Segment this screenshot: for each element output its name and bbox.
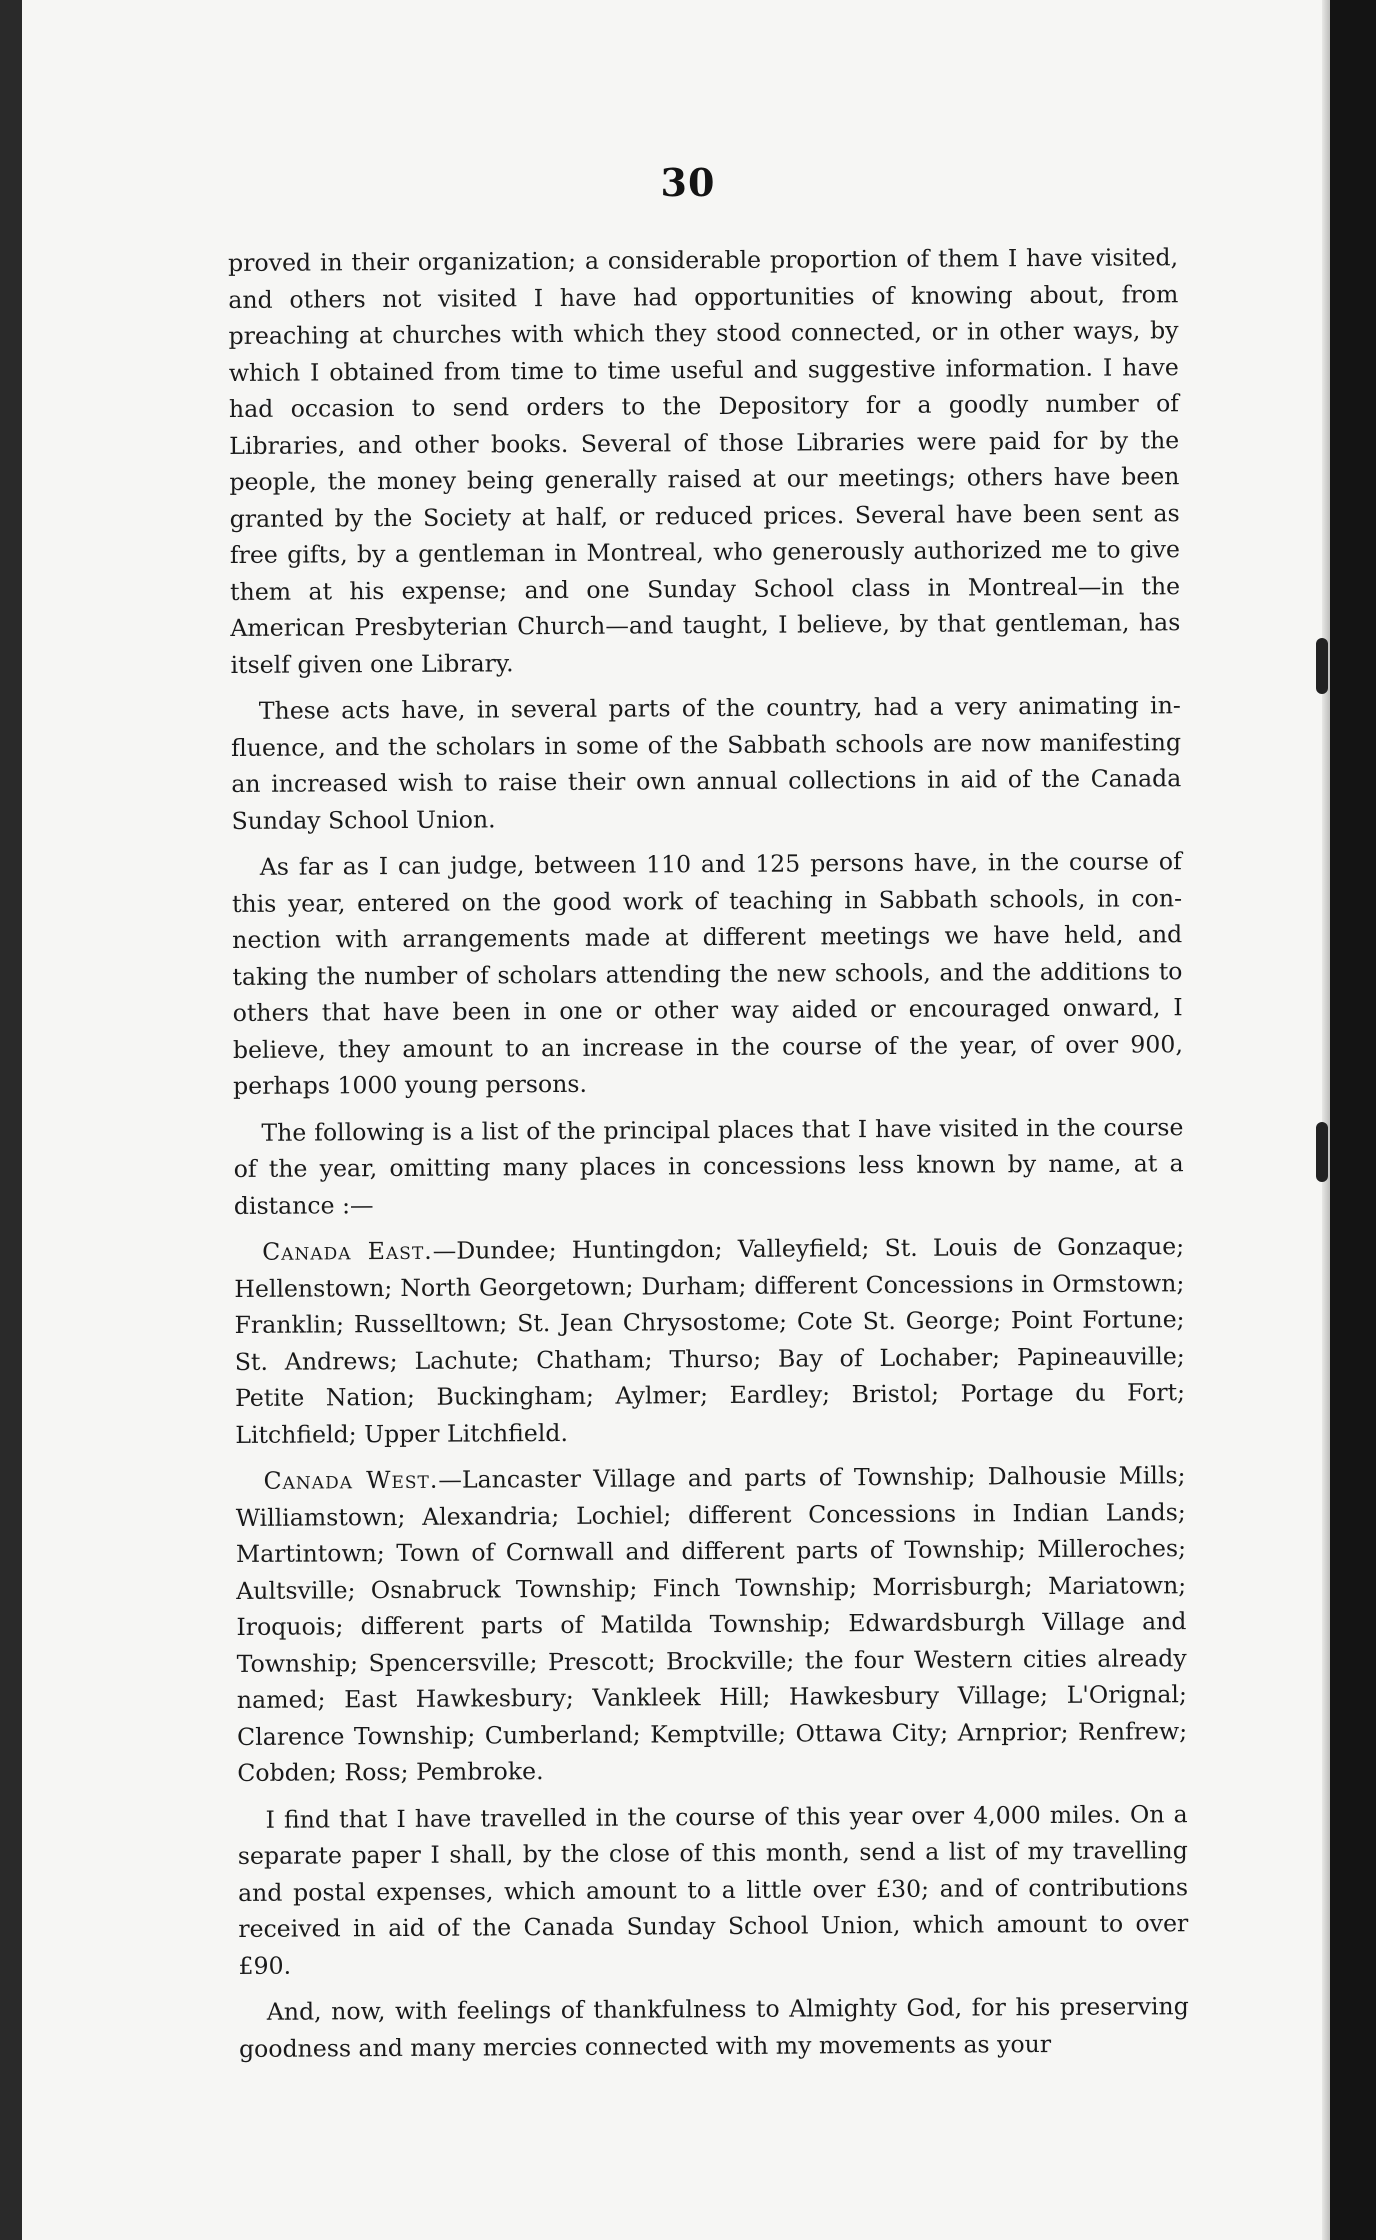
canada-west-heading: Canada West. [263, 1465, 439, 1495]
body-text [228, 239, 1189, 2077]
page-right-edge [1322, 0, 1330, 2240]
page-left-edge [0, 0, 22, 2240]
book-binding [1330, 0, 1376, 2240]
paragraph-canada-east [234, 1228, 1185, 1453]
paragraph-places-intro: The following is a list of the principal places that I have visited in the course of the year, omitting many places in concessions less known by name, at a distance :— [233, 1112, 1184, 1220]
paragraph-travel-expenses: I find that I have travelled in the course of this year over 4,000 miles. On a separate paper I shall, by the close of this month, send a list of my travelling and postal expenses, which amount to a little over £30; and of contributions received in aid of the Canada Sunday School Union, which amount to over £90. [237, 1799, 1189, 1980]
paragraph-teachers-count: As far as I can judge, between 110 and 125 persons have, in the course of this year, entered on the good work of teaching in Sabbath schools, in connection with arrangements made at different meetings we have held, and taking the number of scholars attending the new schools, and the additions to others that have been in one or other way aided or encouraged onward, I believe, they amount to an increase in the course of the year, of over 900, perhaps 1000 young persons. [231, 847, 1183, 1100]
canada-west-places: —Lancaster Village and parts of Township; Dalhousie Mills; Williamstown; Alexandria; Lochiel; different Concessions in Indian Lands; Martintown; Town of Cornwall and different parts of Township; Milleroches; Aultsville; Osnabruck Township; Finch Township; Morrisburgh; Mariatown; Iroquois; different parts of Matilda Township; Edwardsburgh Village and Township; Spencersville; Prescott; Brockville; the four Western cities already named; East Hawkesbury; Vankleek Hill; Hawkesbury Village; L'Orignal; Clarence Township; Cumberland; Kemptville; Ottawa City; Arnprior; Renfrew; Cobden; Ross; Pembroke. [235, 1461, 1188, 1787]
canada-east-heading: Canada East. [262, 1236, 433, 1266]
paragraph-canada-west [235, 1457, 1187, 1791]
canada-east-places: —Dundee; Huntingdon; Valleyfield; St. Louis de Gonzaque; Hellenstown; North Georgetown; Durham; different Concessions in Ormstown; Franklin; Russelltown; St. Jean Chrysostome; Cote St. George; Point Fortune; St. Andrews; Lachute; Chatham; Thurso; Bay of Lochaber; Papineauville; Petite Nation; Buckingham; Aylmer; Eardley; Bristol; Portage du Fort; Litchfield; Upper Litchfield. [234, 1232, 1186, 1449]
binding-clasp [1316, 1122, 1328, 1182]
paragraph-continuation: proved in their organization; a considerable proportion of them I have visited, and others not visited I have had opportunities of knowing about, from preaching at churches with which they stood connected, or in other ways, by which I obtained from time to time useful and suggestive information. I have had occasion to send orders to the Depository for a goodly number of Libraries, and other books. Several of those Libraries were paid for by the people, the money being generally raised at our meetings; others have been granted by the Society at half, or reduced prices. Several have been sent as free gifts, by a gentleman in Montreal, who generously authorized me to give them at his expense; and one Sunday School class in Montreal—in the American Presbyterian Church—and taught, I believe, by that gentleman, has itself given one Library. [228, 243, 1181, 679]
binding-clasp [1316, 638, 1328, 694]
paragraph-animating-influence: These acts have, in several parts of the country, had a very animating influence, and the scholars in some of the Sabbath schools are now manifesting an increased wish to raise their own annual collections in aid of the Canada Sunday School Union. [230, 691, 1182, 835]
paragraph-closing: And, now, with feelings of thankfulness to Almighty God, for his preserving goodness and many mercies connected with my movements as your [238, 1992, 1189, 2063]
page-number: 30 [660, 160, 716, 205]
